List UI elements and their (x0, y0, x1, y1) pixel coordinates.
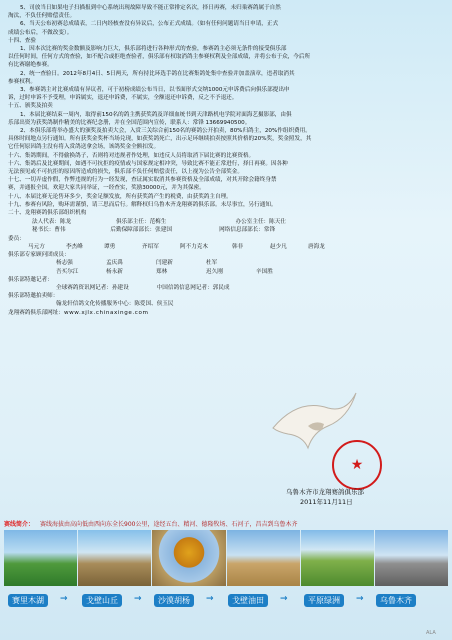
station-label: 乌鲁木齐 (376, 594, 416, 607)
legal-name: 陈龙 (59, 219, 72, 226)
assoc-line: 翰龙轩信鸽文化传播服务中心：陈爱国、侯玉民 (56, 301, 174, 308)
rule-line: 2、本俱乐部将举办盛大的颁奖及拍卖大会，入赏三关综合前150名的赛鸽公开拍卖，80%归鸽主，20%作组织费用。 (20, 128, 311, 135)
member-name: 唐海龙 (308, 243, 325, 250)
consultant-name: 闫建新 (156, 260, 173, 267)
member-name: 齐绍军 (142, 243, 159, 250)
consult-row-1 (8, 259, 440, 267)
arrow-right-icon: → (206, 594, 214, 604)
route-photos (4, 530, 448, 586)
rule-line: 十九、参赛有风险，购环需谨慎，请三思而后行。解释权归乌鲁木齐龙翔赛鸽俱乐部。未尽事宜，另行通知。 (8, 201, 277, 208)
chair-name: 范梅生 (149, 219, 167, 226)
station-label: 平原绿洲 (304, 594, 344, 607)
rule-line: 具体时间地点另行通知。所有获奖金奖杯当场兑现，如获奖鸽死亡，出示足环继续拍卖按照其价格的20%奖，奖金照发，其 (8, 136, 312, 143)
office-label: 办公室主任： (235, 219, 270, 226)
rule-line: 5、司放当日如果电子扫描报到中心系统出现故障导致不能正常排定名次，择日再赛，未归巢赛鸽属于自然 (20, 5, 281, 11)
rule-line: 十六、集鸽期间，不得偷换鸽子，否则将对违规者作处理，如违反人员将取消下届比赛的比赛资格。 (8, 152, 255, 159)
route-text: 赛线海拔由高向低由西向东全长900公里，途经五台、精河、德隆牧场、石河子，昌吉到乌鲁木齐 (40, 521, 298, 528)
members-row (8, 243, 440, 251)
photo-hills (78, 530, 151, 586)
logi-name: 张建国 (155, 227, 172, 234)
rule-line: 赛，并通报全国。欢迎大家共同举证，一经查实，奖励30000元，并为其保密。 (8, 185, 205, 192)
thanks-label: 俱乐部特邀记者： (8, 276, 53, 283)
member-name: 马元方 (28, 243, 45, 250)
consultant-name: 杨永新 (106, 268, 123, 275)
site-url[interactable]: www.xjlx.chinaxinge.com (63, 309, 149, 316)
consult-label: 俱乐部专家顾问团成员： (8, 252, 70, 259)
rule-line: 诉，过时申诉不予受理，申诉属实，退还申诉费，不属实，全额退还申诉费，反之不予退还。 (8, 95, 238, 102)
office-name: 陈天仕 (269, 219, 286, 226)
logi-label: 后勤保障部部长： (110, 227, 156, 234)
member-name: 赵少凡 (270, 243, 287, 250)
consultant-name: 迟久刚 (206, 268, 223, 275)
consultant-name: 辛国胜 (256, 268, 273, 275)
rule-line: 二十、龙翔赛鸽俱乐部组织机构 (8, 210, 87, 217)
sign-date: 2011年11月11日 (300, 498, 353, 506)
photo-poplar (152, 530, 225, 586)
consultant-name: 杨志强 (56, 260, 73, 267)
consult-row-2 (8, 268, 440, 276)
rule-line: 6、当天公布初赛总成绩表，二日内经核查没有异议后，公布正式成绩。（如有任何问题请当日申请，正式 (20, 21, 279, 28)
rule-line: 乐部出资为获奖鸽制作精美的比赛纪念册，并在全国范围内宣传，联系人：常锋 13669940500。 (8, 119, 251, 126)
member-name: 阿不力克木 (180, 243, 208, 250)
rule-line: 以任何时间，任何方式的查验，如不配合或拒绝查验者，俱乐部有权取消鸽主参赛权利及全部成绩，并将公布于众，今后所 (8, 54, 311, 61)
rule-line: 十八、本届比赛无论售环多少，奖金足额发放，所有获奖鸽产生的税费，由获奖鸽主自理。 (8, 193, 232, 200)
photo-desert (227, 530, 300, 586)
consultant-name: 孟庆禹 (106, 260, 123, 267)
site-label: 龙翔赛鸽俱乐部网址： (8, 309, 64, 316)
sec-label: 秘书长： (32, 227, 55, 234)
rule-line: 1、本届比赛结束一周内，取得前150名的鸽主携获奖鸽及详细血统书到天津路机电学院对面海艺摄影部，由俱 (20, 111, 292, 118)
member-name: 韩非 (232, 243, 244, 250)
document-body (8, 4, 440, 317)
rule-line: 无法预见或不可抗拒的原因所造成的损失，俱乐部不负任何赔偿责任，以上视为公告全部奖金。 (8, 169, 243, 176)
consultant-name: 杜军 (206, 260, 218, 267)
photo-oasis (301, 530, 374, 586)
rules-text (8, 4, 440, 217)
arrow-right-icon: → (280, 594, 288, 604)
rule-line: 十六、集鸽后及比赛期间，如遇不可抗拒的疫情或与国家规定相冲突，导致比赛不能正常进行，择日再赛。因各种 (8, 160, 288, 167)
rule-line: 2、统一查验日。2012年8月4日、5日两天，所有持比环选手鸽在比赛集鸽处集中查验并加盖演章，违者取消其 (20, 70, 295, 77)
arrow-right-icon: → (134, 594, 142, 604)
rule-line: 淘汰，不负任何赔偿责任。 (8, 13, 76, 20)
route-label: 赛线简介： (4, 521, 35, 528)
chair-label: 俱乐部主任： (115, 219, 150, 226)
member-name: 谭勇 (104, 243, 116, 250)
route-stations (0, 590, 452, 612)
rule-line: 十七、一切弄虚作假，作弊违规的行为一经发现，查证属实取消其参赛资格及全部成绩，对其开除会籍终身禁 (8, 177, 277, 184)
station-label: 沙漠胡杨 (154, 594, 194, 607)
photo-lake (4, 530, 77, 586)
rule-line: 参赛权利。 (8, 78, 36, 85)
sec-name: 曹伟 (54, 227, 66, 234)
net-label: 网络信息部部长： (219, 227, 264, 234)
rule-line: 十五、颁奖及拍卖 (8, 103, 53, 110)
station-label: 戈壁油田 (228, 594, 268, 607)
rule-line: 成绩公布后，不做改变）。 (8, 29, 73, 36)
rule-line: 3、参赛鸽主对比赛成绩有异议者，可于初榜成绩公布当日，以书面形式交纳1000元申诉费后向俱乐部提出申 (20, 87, 290, 94)
thanks-line: 全球赛鸽资讯网记者：孙建设 中国信鸽信息网记者：郭民成 (56, 284, 230, 291)
arrow-right-icon: → (356, 594, 364, 604)
members-label: 委员： (8, 235, 25, 242)
net-name: 常锋 (263, 227, 276, 234)
station-label: 戈壁山丘 (82, 594, 122, 607)
assoc-label: 俱乐部特邀拍卖师： (8, 293, 59, 300)
watermark: ALA (426, 630, 436, 636)
legal-label: 法人代表： (32, 219, 60, 226)
photo-city (375, 530, 448, 586)
member-name: 李杰峰 (66, 243, 83, 250)
org-section (8, 218, 440, 316)
sign-club: 乌鲁木齐市龙翔赛鸽俱乐部 (286, 488, 364, 496)
rule-line: 它任何原因鸽主没有将入赏鸽送拿会场，该鸽奖金全额扣发。 (8, 144, 160, 151)
consultant-name: 郑林 (156, 268, 168, 275)
rule-line: 1、因本次比赛的奖金数额及影响力巨大，俱乐部将进行各种形式的查验，参赛鸽主必须无条件的接受俱乐部 (20, 46, 287, 53)
consultant-name: 吾买尔江 (56, 268, 79, 275)
rule-line: 有比赛谢绝参赛。 (8, 62, 53, 69)
arrow-right-icon: → (60, 594, 68, 604)
station-label: 赛里木湖 (8, 594, 48, 607)
rule-line: 十四、查验 (8, 37, 36, 44)
club-seal-icon: ★ (332, 440, 382, 490)
